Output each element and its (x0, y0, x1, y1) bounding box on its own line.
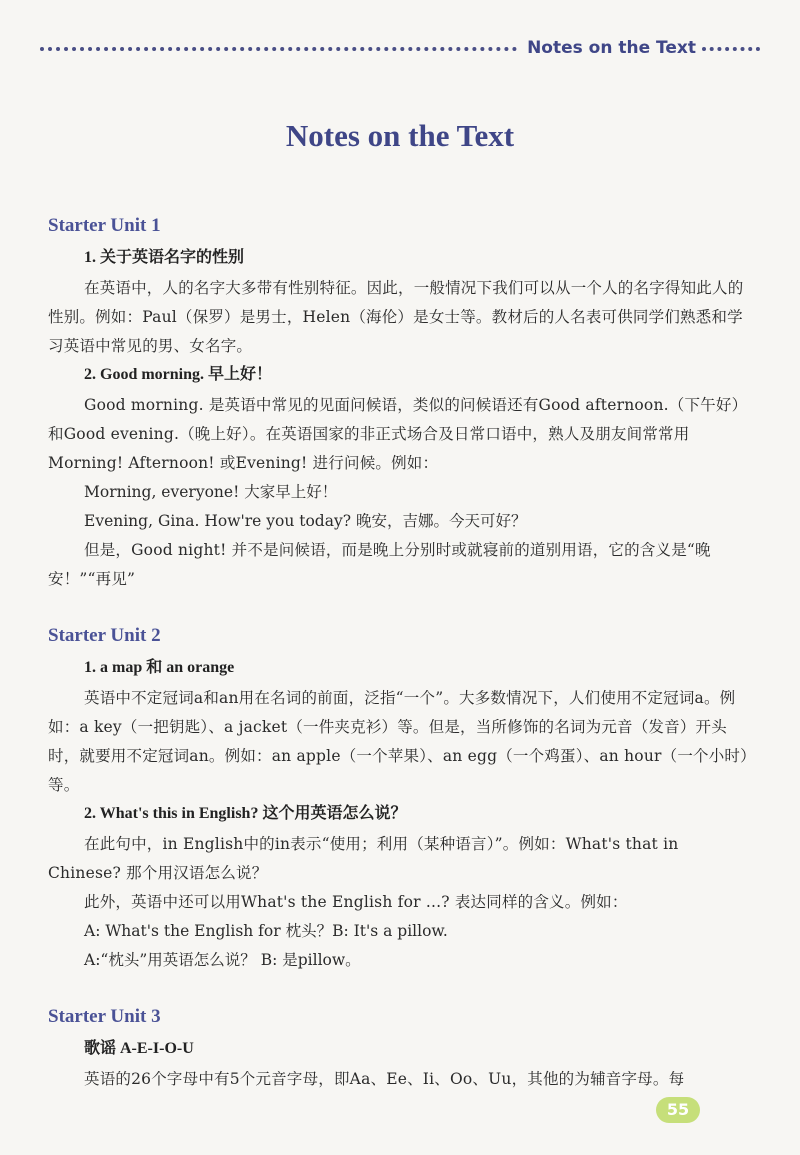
header-dots-left (40, 47, 517, 51)
paragraph: 英语中不定冠词a和an用在名词的前面，泛指“一个”。大多数情况下，人们使用不定冠词a。例如：a key（一把钥匙）、a jacket（一件夹克衫）等。但是，当所修饰的名词为元音（发音）开头时，就要用不定冠词an。例如：an apple（一个苹果）、an egg（一个鸡蛋）、an hour（一个小时）等。 (48, 689, 749, 794)
example-line: A:“枕头”用英语怎么说？ B: 是pillow。 (84, 951, 361, 969)
note-heading-1-2: 2. Good morning. 早上好！ (84, 366, 273, 383)
running-header (40, 36, 760, 60)
paragraph: Good morning. 是英语中常见的见面问候语，类似的问候语还有Good afternoon.（下午好）和Good evening.（晚上好）。在英语国家的非正式场合及日常口语中，熟人及朋友间常常用Morning! Afternoon! 或Evening! 进行问候。例如： (48, 396, 748, 472)
page-title: Notes on the Text (285, 118, 515, 153)
example-line: A: What's the English for 枕头？B: It's a pillow. (84, 922, 448, 940)
example-line: Morning, everyone! 大家早上好！ (84, 483, 338, 501)
note-heading-2-2: 2. What's this in English? 这个用英语怎么说？ (84, 805, 407, 822)
paragraph: 英语的26个字母中有5个元音字母，即Aa、Ee、Ii、Oo、Uu，其他的为辅音字母。每 (84, 1070, 685, 1088)
section-heading-unit-1: Starter Unit 1 (48, 215, 161, 236)
paragraph: 在英语中，人的名字大多带有性别特征。因此，一般情况下我们可以从一个人的名字得知此人的性别。例如：Paul（保罗）是男士，Helen（海伦）是女士等。教材后的人名表可供同学们熟悉和学习英语中常见的男、女名字。 (48, 279, 744, 355)
header-dots-right (702, 47, 760, 51)
page-number-badge: 55 (656, 1097, 700, 1123)
note-heading-2-1: 1. a map 和 an orange (84, 659, 235, 676)
note-heading-1-1: 1. 关于英语名字的性别 (84, 249, 245, 266)
paragraph: 但是，Good night! 并不是问候语，而是晚上分别时或就寝前的道别用语，它的含义是“晚安！”“再见” (48, 541, 711, 588)
note-heading-3-1: 歌谣 A-E-I-O-U (84, 1040, 194, 1057)
notes-content (48, 212, 752, 1094)
paragraph: 此外，英语中还可以用What's the English for ...? 表达同样的含义。例如： (84, 893, 628, 911)
section-heading-unit-3: Starter Unit 3 (48, 1006, 161, 1027)
section-heading-unit-2: Starter Unit 2 (48, 625, 161, 646)
paragraph: 在此句中，in English中的in表示“使用；利用（某种语言）”。例如：What's that in Chinese? 那个用汉语怎么说？ (48, 835, 679, 882)
header-running-title: Notes on the Text (527, 38, 696, 58)
example-line: Evening, Gina. How're you today? 晚安，吉娜。今天可好？ (84, 512, 527, 530)
